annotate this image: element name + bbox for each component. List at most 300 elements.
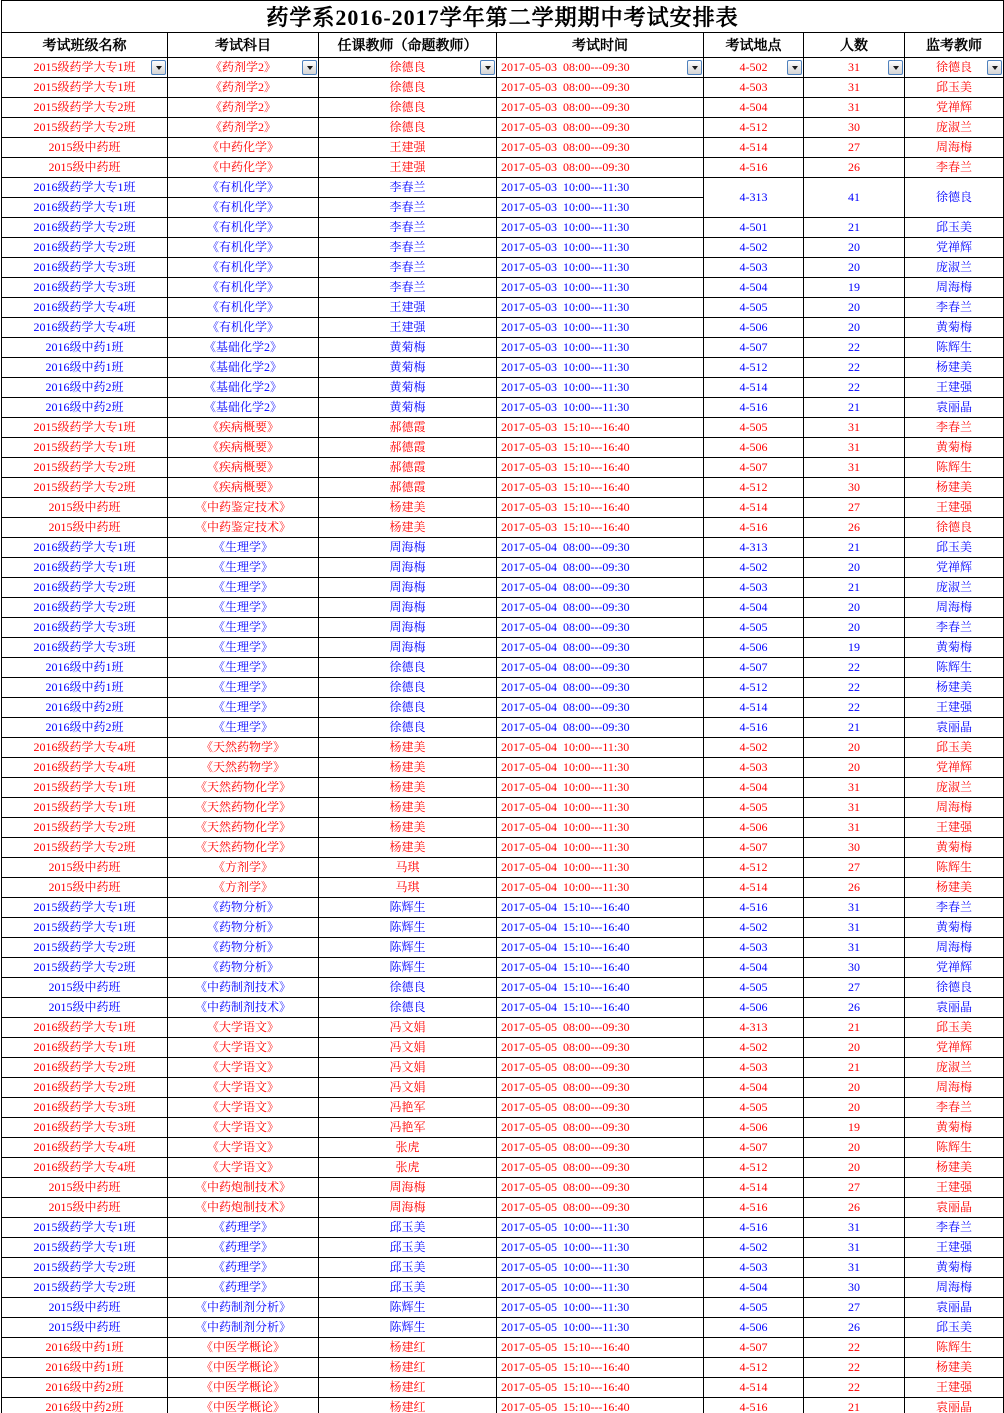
cell-subject: [168, 778, 319, 798]
cell-invigilator-text: 王建强: [936, 500, 973, 514]
autofilter-dropdown-button[interactable]: [151, 60, 166, 75]
cell-subject: [168, 818, 319, 838]
cell-subject: [168, 658, 319, 678]
cell-class-name: [2, 238, 168, 258]
cell-exam-time-text: 2017-05-05 15:10---16:40: [501, 1380, 630, 1394]
cell-invigilator: [905, 298, 1004, 318]
cell-subject: [168, 1298, 319, 1318]
cell-teacher-text: 杨建美: [389, 520, 426, 534]
cell-teacher-text: 李春兰: [389, 200, 426, 214]
cell-teacher: [319, 578, 497, 598]
cell-invigilator: [905, 318, 1004, 338]
cell-subject-text: 《中药制剂分析》: [194, 1300, 291, 1314]
table-row: [2, 178, 1004, 198]
cell-exam-time-text: 2017-05-05 08:00---09:30: [501, 1120, 630, 1134]
cell-exam-time: [497, 78, 704, 98]
cell-student-count-text: 26: [848, 1320, 860, 1334]
cell-exam-time: [497, 738, 704, 758]
cell-exam-time-text: 2017-05-03 15:10---16:40: [501, 460, 630, 474]
cell-student-count-text: 26: [848, 1200, 860, 1214]
table-row: [2, 618, 1004, 638]
cell-student-count-text: 31: [848, 460, 860, 474]
cell-teacher-text: 张虎: [395, 1140, 420, 1154]
cell-class-name: [2, 938, 168, 958]
table-row: [2, 518, 1004, 538]
cell-exam-time-text: 2017-05-03 10:00---11:30: [501, 240, 630, 254]
cell-subject-text: 《基础化学2》: [203, 340, 282, 354]
cell-invigilator: [905, 658, 1004, 678]
cell-class-name-text: 2015级药学大专2班: [33, 1280, 136, 1294]
cell-invigilator: [905, 918, 1004, 938]
cell-teacher-text: 杨建美: [389, 760, 426, 774]
cell-teacher: [319, 198, 497, 218]
cell-teacher: [319, 58, 497, 78]
cell-exam-time-text: 2017-05-03 08:00---09:30: [501, 160, 630, 174]
cell-teacher-text: 周海梅: [389, 620, 426, 634]
cell-exam-time-text: 2017-05-05 08:00---09:30: [501, 1200, 630, 1214]
cell-invigilator-text: 周海梅: [936, 140, 973, 154]
cell-invigilator-text: 庞淑兰: [936, 260, 973, 274]
table-row: [2, 538, 1004, 558]
table-row: [2, 1058, 1004, 1078]
cell-student-count: [804, 838, 905, 858]
cell-exam-room-text: 4-503: [739, 1260, 768, 1274]
cell-subject-text: 《大学语文》: [206, 1060, 279, 1074]
cell-teacher: [319, 1118, 497, 1138]
cell-subject: [168, 1038, 319, 1058]
cell-student-count: [804, 178, 905, 218]
cell-exam-time-text: 2017-05-05 08:00---09:30: [501, 1160, 630, 1174]
cell-subject: [168, 1158, 319, 1178]
cell-subject-text: 《疾病概要》: [206, 440, 279, 454]
cell-exam-time: [497, 1378, 704, 1398]
table-row: [2, 858, 1004, 878]
cell-teacher: [319, 98, 497, 118]
cell-exam-time: [497, 998, 704, 1018]
cell-subject-text: 《生理学》: [212, 720, 273, 734]
cell-subject: [168, 518, 319, 538]
cell-invigilator-text: 黄菊梅: [936, 1120, 973, 1134]
cell-teacher: [319, 478, 497, 498]
cell-class-name: [2, 58, 168, 78]
cell-teacher-text: 杨建美: [389, 740, 426, 754]
cell-exam-time: [497, 178, 704, 198]
cell-student-count-text: 41: [848, 190, 860, 204]
table-row: [2, 1278, 1004, 1298]
cell-teacher-text: 黄菊梅: [389, 340, 426, 354]
cell-subject-text: 《有机化学》: [206, 220, 279, 234]
cell-exam-room: [704, 618, 804, 638]
table-row: [2, 1258, 1004, 1278]
autofilter-dropdown-button[interactable]: [480, 60, 495, 75]
cell-invigilator-text: 陈辉生: [936, 660, 973, 674]
table-row: [2, 758, 1004, 778]
cell-invigilator: [905, 1358, 1004, 1378]
cell-class-name-text: 2015级药学大专1班: [33, 920, 136, 934]
cell-class-name-text: 2015级药学大专2班: [33, 480, 136, 494]
cell-exam-time-text: 2017-05-05 10:00---11:30: [501, 1220, 630, 1234]
cell-student-count: [804, 1018, 905, 1038]
cell-exam-room: [704, 938, 804, 958]
cell-invigilator-text: 黄菊梅: [936, 920, 973, 934]
cell-exam-room-text: 4-313: [739, 1020, 768, 1034]
cell-invigilator: [905, 798, 1004, 818]
cell-exam-time: [497, 58, 704, 78]
cell-class-name: [2, 998, 168, 1018]
cell-exam-time: [497, 858, 704, 878]
cell-student-count: [804, 998, 905, 1018]
cell-invigilator-text: 周海梅: [936, 1080, 973, 1094]
cell-student-count: [804, 1198, 905, 1218]
cell-class-name-text: 2016级药学大专1班: [33, 180, 136, 194]
cell-teacher-text: 冯文娟: [389, 1040, 426, 1054]
cell-invigilator-text: 黄菊梅: [936, 640, 973, 654]
cell-teacher: [319, 418, 497, 438]
cell-student-count-text: 22: [848, 660, 860, 674]
cell-teacher-text: 李春兰: [389, 220, 426, 234]
cell-teacher: [319, 658, 497, 678]
cell-exam-room-text: 4-516: [739, 1200, 768, 1214]
cell-invigilator: [905, 98, 1004, 118]
cell-exam-time-text: 2017-05-03 15:10---16:40: [501, 480, 630, 494]
cell-invigilator: [905, 1118, 1004, 1138]
cell-exam-time-text: 2017-05-03 10:00---11:30: [501, 260, 630, 274]
cell-exam-time: [497, 778, 704, 798]
cell-exam-time: [497, 118, 704, 138]
cell-invigilator: [905, 518, 1004, 538]
cell-subject: [168, 978, 319, 998]
cell-exam-room: [704, 1058, 804, 1078]
autofilter-dropdown-button[interactable]: [787, 60, 802, 75]
cell-student-count: [804, 758, 905, 778]
cell-subject-text: 《药剂学2》: [209, 100, 276, 114]
cell-invigilator-text: 黄菊梅: [936, 1260, 973, 1274]
cell-class-name: [2, 78, 168, 98]
cell-invigilator-text: 杨建美: [936, 480, 973, 494]
cell-invigilator-text: 陈辉生: [936, 460, 973, 474]
cell-teacher: [319, 1258, 497, 1278]
cell-student-count: [804, 78, 905, 98]
cell-teacher-text: 徐德良: [389, 680, 426, 694]
cell-exam-room-text: 4-512: [739, 1360, 768, 1374]
cell-student-count: [804, 1298, 905, 1318]
cell-invigilator-text: 杨建美: [936, 680, 973, 694]
cell-teacher-text: 张虎: [395, 1160, 420, 1174]
cell-teacher-text: 邱玉美: [389, 1280, 426, 1294]
cell-class-name-text: 2015级中药班: [48, 1300, 121, 1314]
cell-exam-room: [704, 898, 804, 918]
cell-exam-room: [704, 1318, 804, 1338]
table-row: [2, 798, 1004, 818]
cell-exam-room-text: 4-505: [739, 800, 768, 814]
cell-invigilator-text: 徐德良: [936, 520, 973, 534]
cell-exam-room: [704, 438, 804, 458]
cell-student-count-text: 21: [848, 1060, 860, 1074]
autofilter-dropdown-button[interactable]: [687, 60, 702, 75]
cell-invigilator: [905, 358, 1004, 378]
cell-student-count-text: 30: [848, 1280, 860, 1294]
cell-exam-time: [497, 1018, 704, 1038]
cell-teacher-text: 徐德良: [389, 720, 426, 734]
cell-invigilator-text: 王建强: [936, 1180, 973, 1194]
cell-invigilator-text: 邱玉美: [936, 740, 973, 754]
cell-student-count-text: 20: [848, 1160, 860, 1174]
cell-exam-room: [704, 458, 804, 478]
cell-class-name: [2, 1298, 168, 1318]
cell-class-name-text: 2016级药学大专3班: [33, 1120, 136, 1134]
cell-exam-room: [704, 1038, 804, 1058]
cell-exam-room: [704, 418, 804, 438]
cell-student-count: [804, 138, 905, 158]
cell-class-name-text: 2016级中药1班: [45, 1340, 124, 1354]
cell-class-name: [2, 718, 168, 738]
cell-class-name-text: 2016级药学大专4班: [33, 1140, 136, 1154]
cell-exam-time: [497, 558, 704, 578]
cell-exam-room-text: 4-507: [739, 1140, 768, 1154]
cell-class-name-text: 2016级药学大专3班: [33, 620, 136, 634]
cell-subject-text: 《中药制剂技术》: [194, 1000, 291, 1014]
cell-subject-text: 《大学语文》: [206, 1040, 279, 1054]
cell-class-name: [2, 178, 168, 198]
cell-exam-time: [497, 98, 704, 118]
table-body: [2, 58, 1004, 1413]
cell-class-name: [2, 198, 168, 218]
cell-exam-room: [704, 998, 804, 1018]
table-row: [2, 1178, 1004, 1198]
cell-student-count-text: 27: [848, 860, 860, 874]
cell-exam-room-text: 4-505: [739, 1300, 768, 1314]
cell-exam-time: [497, 578, 704, 598]
cell-subject: [168, 478, 319, 498]
cell-class-name-text: 2016级药学大专3班: [33, 280, 136, 294]
cell-teacher: [319, 398, 497, 418]
cell-exam-room-text: 4-514: [739, 700, 768, 714]
cell-teacher-text: 黄菊梅: [389, 400, 426, 414]
cell-subject: [168, 78, 319, 98]
cell-exam-room-text: 4-514: [739, 880, 768, 894]
cell-invigilator: [905, 578, 1004, 598]
table-row: [2, 1078, 1004, 1098]
cell-exam-room-text: 4-512: [739, 480, 768, 494]
cell-student-count-text: 26: [848, 1000, 860, 1014]
cell-exam-time-text: 2017-05-04 10:00---11:30: [501, 880, 630, 894]
cell-student-count-text: 19: [848, 280, 860, 294]
cell-teacher: [319, 898, 497, 918]
cell-invigilator-text: 党禅辉: [936, 560, 973, 574]
cell-exam-room-text: 4-512: [739, 680, 768, 694]
cell-exam-time-text: 2017-05-05 15:10---16:40: [501, 1340, 630, 1354]
cell-class-name: [2, 738, 168, 758]
cell-invigilator: [905, 538, 1004, 558]
cell-exam-time-text: 2017-05-03 10:00---11:30: [501, 280, 630, 294]
cell-teacher: [319, 518, 497, 538]
chevron-down-icon: [692, 66, 698, 70]
cell-class-name: [2, 1178, 168, 1198]
cell-subject: [168, 438, 319, 458]
cell-class-name: [2, 958, 168, 978]
cell-invigilator-text: 杨建美: [936, 360, 973, 374]
cell-subject: [168, 218, 319, 238]
cell-teacher-text: 杨建美: [389, 840, 426, 854]
cell-exam-room-text: 4-512: [739, 120, 768, 134]
column-header-exam-time: 考试时间: [497, 33, 704, 58]
cell-exam-room-text: 4-503: [739, 580, 768, 594]
cell-invigilator-text: 李春兰: [936, 1100, 973, 1114]
cell-subject-text: 《有机化学》: [206, 240, 279, 254]
cell-subject: [168, 878, 319, 898]
cell-exam-time: [497, 1298, 704, 1318]
table-row: [2, 558, 1004, 578]
cell-teacher-text: 周海梅: [389, 540, 426, 554]
cell-exam-time: [497, 1358, 704, 1378]
cell-class-name: [2, 1378, 168, 1398]
table-row: [2, 418, 1004, 438]
cell-exam-time-text: 2017-05-03 10:00---11:30: [501, 340, 630, 354]
cell-teacher-text: 杨建美: [389, 820, 426, 834]
cell-invigilator-text: 徐德良: [936, 980, 973, 994]
cell-exam-time: [497, 1058, 704, 1078]
cell-exam-room: [704, 598, 804, 618]
cell-class-name-text: 2015级药学大专2班: [33, 960, 136, 974]
cell-teacher: [319, 1238, 497, 1258]
cell-exam-time-text: 2017-05-03 10:00---11:30: [501, 300, 630, 314]
cell-exam-time-text: 2017-05-04 10:00---11:30: [501, 760, 630, 774]
autofilter-dropdown-button[interactable]: [987, 60, 1002, 75]
cell-exam-time: [497, 938, 704, 958]
cell-teacher-text: 李春兰: [389, 280, 426, 294]
cell-subject-text: 《中药制剂分析》: [194, 1320, 291, 1334]
table-row: [2, 1358, 1004, 1378]
cell-teacher-text: 周海梅: [389, 1180, 426, 1194]
cell-exam-time-text: 2017-05-04 08:00---09:30: [501, 540, 630, 554]
cell-invigilator: [905, 1178, 1004, 1198]
cell-class-name-text: 2015级药学大专2班: [33, 840, 136, 854]
cell-exam-time: [497, 378, 704, 398]
cell-teacher: [319, 938, 497, 958]
cell-teacher-text: 杨建美: [389, 800, 426, 814]
cell-student-count-text: 20: [848, 1140, 860, 1154]
page-title: 药学系2016-2017学年第二学期期中考试安排表: [2, 1, 1004, 33]
cell-teacher: [319, 1138, 497, 1158]
cell-exam-room-text: 4-507: [739, 460, 768, 474]
cell-subject-text: 《生理学》: [212, 660, 273, 674]
table-row: [2, 358, 1004, 378]
cell-invigilator: [905, 58, 1004, 78]
cell-subject: [168, 638, 319, 658]
cell-subject: [168, 578, 319, 598]
cell-student-count-text: 26: [848, 520, 860, 534]
cell-exam-time-text: 2017-05-04 15:10---16:40: [501, 920, 630, 934]
cell-student-count-text: 31: [848, 440, 860, 454]
cell-exam-room-text: 4-514: [739, 1380, 768, 1394]
column-header-invigilator: 监考教师: [905, 33, 1004, 58]
cell-student-count: [804, 1118, 905, 1138]
cell-class-name-text: 2015级药学大专1班: [33, 800, 136, 814]
cell-subject-text: 《中药鉴定技术》: [194, 520, 291, 534]
cell-student-count-text: 31: [848, 920, 860, 934]
cell-class-name: [2, 878, 168, 898]
cell-invigilator: [905, 898, 1004, 918]
cell-student-count-text: 22: [848, 380, 860, 394]
cell-class-name: [2, 258, 168, 278]
cell-exam-room-text: 4-514: [739, 1180, 768, 1194]
autofilter-dropdown-button[interactable]: [888, 60, 903, 75]
cell-class-name: [2, 98, 168, 118]
cell-teacher-text: 杨建美: [389, 780, 426, 794]
table-row: [2, 298, 1004, 318]
cell-student-count: [804, 978, 905, 998]
cell-exam-time-text: 2017-05-03 10:00---11:30: [501, 220, 630, 234]
cell-exam-room: [704, 498, 804, 518]
cell-class-name: [2, 478, 168, 498]
cell-invigilator: [905, 1218, 1004, 1238]
cell-invigilator-text: 杨建美: [936, 880, 973, 894]
cell-student-count: [804, 478, 905, 498]
cell-class-name: [2, 158, 168, 178]
cell-class-name: [2, 1218, 168, 1238]
cell-invigilator: [905, 698, 1004, 718]
cell-student-count-text: 21: [848, 1020, 860, 1034]
cell-exam-time-text: 2017-05-05 08:00---09:30: [501, 1180, 630, 1194]
table-row: [2, 238, 1004, 258]
table-row: [2, 1118, 1004, 1138]
cell-student-count-text: 20: [848, 600, 860, 614]
cell-invigilator: [905, 1058, 1004, 1078]
cell-exam-room-text: 4-502: [739, 560, 768, 574]
cell-subject: [168, 498, 319, 518]
cell-invigilator-text: 周海梅: [936, 940, 973, 954]
cell-subject-text: 《方剂学》: [212, 880, 273, 894]
cell-teacher: [319, 998, 497, 1018]
cell-invigilator-text: 袁丽晶: [936, 400, 973, 414]
cell-invigilator: [905, 818, 1004, 838]
cell-class-name: [2, 1078, 168, 1098]
cell-student-count-text: 22: [848, 700, 860, 714]
cell-class-name-text: 2016级中药2班: [45, 380, 124, 394]
cell-subject-text: 《天然药物化学》: [194, 800, 291, 814]
cell-teacher-text: 黄菊梅: [389, 360, 426, 374]
cell-teacher-text: 郝德霞: [389, 480, 426, 494]
cell-class-name: [2, 538, 168, 558]
cell-exam-time-text: 2017-05-03 15:10---16:40: [501, 520, 630, 534]
cell-invigilator-text: 袁丽晶: [936, 1000, 973, 1014]
cell-teacher-text: 郝德霞: [389, 420, 426, 434]
cell-student-count-text: 19: [848, 640, 860, 654]
cell-subject: [168, 1218, 319, 1238]
cell-exam-time: [497, 438, 704, 458]
cell-invigilator: [905, 478, 1004, 498]
cell-subject: [168, 938, 319, 958]
cell-invigilator: [905, 398, 1004, 418]
cell-class-name-text: 2015级药学大专2班: [33, 120, 136, 134]
cell-class-name-text: 2015级药学大专2班: [33, 100, 136, 114]
cell-exam-room-text: 4-507: [739, 840, 768, 854]
cell-invigilator: [905, 138, 1004, 158]
table-row: [2, 1138, 1004, 1158]
cell-teacher-text: 陈辉生: [389, 920, 426, 934]
cell-invigilator-text: 邱玉美: [936, 220, 973, 234]
cell-class-name: [2, 618, 168, 638]
cell-teacher: [319, 1278, 497, 1298]
cell-subject-text: 《中药炮制技术》: [194, 1180, 291, 1194]
cell-exam-room-text: 4-503: [739, 760, 768, 774]
cell-exam-room-text: 4-505: [739, 1100, 768, 1114]
autofilter-dropdown-button[interactable]: [302, 60, 317, 75]
table-row: [2, 158, 1004, 178]
cell-student-count-text: 20: [848, 1100, 860, 1114]
cell-exam-time: [497, 358, 704, 378]
cell-exam-time: [497, 398, 704, 418]
